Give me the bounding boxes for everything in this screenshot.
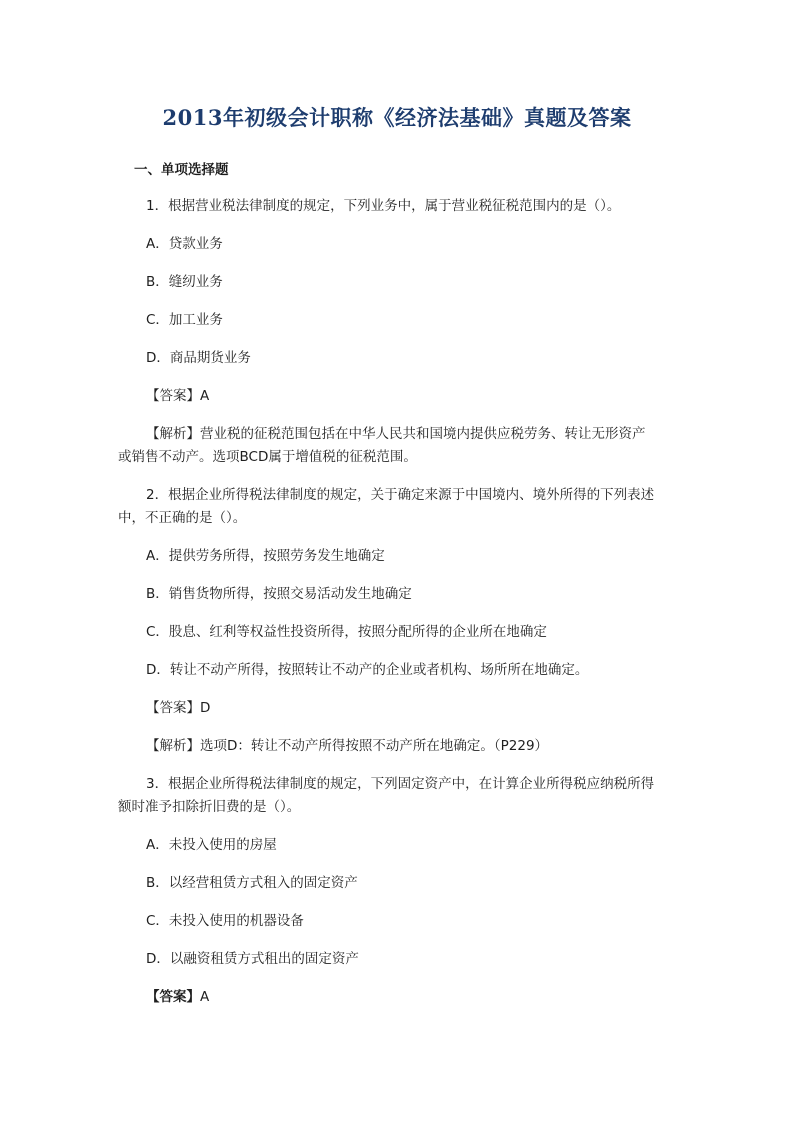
answer-value: A [200, 388, 210, 404]
answer-label: 【答案】 [146, 989, 200, 1005]
analysis-text: 选项D：转让不动产所得按照不动产所在地确定。（P229） [200, 738, 549, 754]
question-2-option-c: C．股息、红利等权益性投资所得，按照分配所得的企业所在地确定 [146, 624, 547, 640]
question-2-option-d: D．转让不动产所得，按照转让不动产的企业或者机构、场所所在地确定。 [146, 662, 589, 678]
document-title: 2013年初级会计职称《经济法基础》真题及答案 [162, 105, 632, 130]
answer-value: D [200, 700, 211, 716]
analysis-label: 【解析】 [146, 426, 200, 442]
question-1-analysis-line-1 [146, 423, 646, 445]
answer-value: A [200, 989, 210, 1005]
question-1-option-b: B．缝纫业务 [146, 274, 223, 290]
question-3-option-b: B．以经营租赁方式租入的固定资产 [146, 875, 358, 891]
question-1-stem: 1．根据营业税法律制度的规定，下列业务中，属于营业税征税范围内的是（）。 [146, 198, 621, 214]
question-3-stem-line-1: 3．根据企业所得税法律制度的规定，下列固定资产中，在计算企业所得税应纳税所得 [146, 776, 655, 792]
question-1-option-d: D．商品期货业务 [146, 350, 251, 366]
question-3-option-c: C．未投入使用的机器设备 [146, 913, 304, 929]
question-1-answer [146, 385, 209, 407]
answer-label: 【答案】 [146, 700, 200, 716]
answer-label: 【答案】 [146, 388, 200, 404]
question-2-option-b: B．销售货物所得，按照交易活动发生地确定 [146, 586, 412, 602]
analysis-text: 营业税的征税范围包括在中华人民共和国境内提供应税劳务、转让无形资产 [200, 426, 646, 442]
question-2-stem-line-1: 2．根据企业所得税法律制度的规定，关于确定来源于中国境内、境外所得的下列表述 [146, 487, 655, 503]
question-3-answer [146, 986, 209, 1008]
question-2-option-a: A．提供劳务所得，按照劳务发生地确定 [146, 548, 385, 564]
question-2-answer [146, 697, 210, 719]
question-1-analysis-line-2: 或销售不动产。选项BCD属于增值税的征税范围。 [118, 449, 417, 465]
analysis-label: 【解析】 [146, 738, 200, 754]
question-1-option-a: A．贷款业务 [146, 236, 223, 252]
question-2-analysis [146, 735, 548, 757]
question-3-stem-line-2: 额时准予扣除折旧费的是（）。 [118, 799, 301, 815]
question-3-option-a: A．未投入使用的房屋 [146, 837, 277, 853]
question-1-option-c: C．加工业务 [146, 312, 223, 328]
question-3-option-d: D．以融资租赁方式租出的固定资产 [146, 951, 359, 967]
section-heading: 一、单项选择题 [134, 162, 229, 178]
question-2-stem-line-2: 中，不正确的是（）。 [118, 510, 247, 526]
